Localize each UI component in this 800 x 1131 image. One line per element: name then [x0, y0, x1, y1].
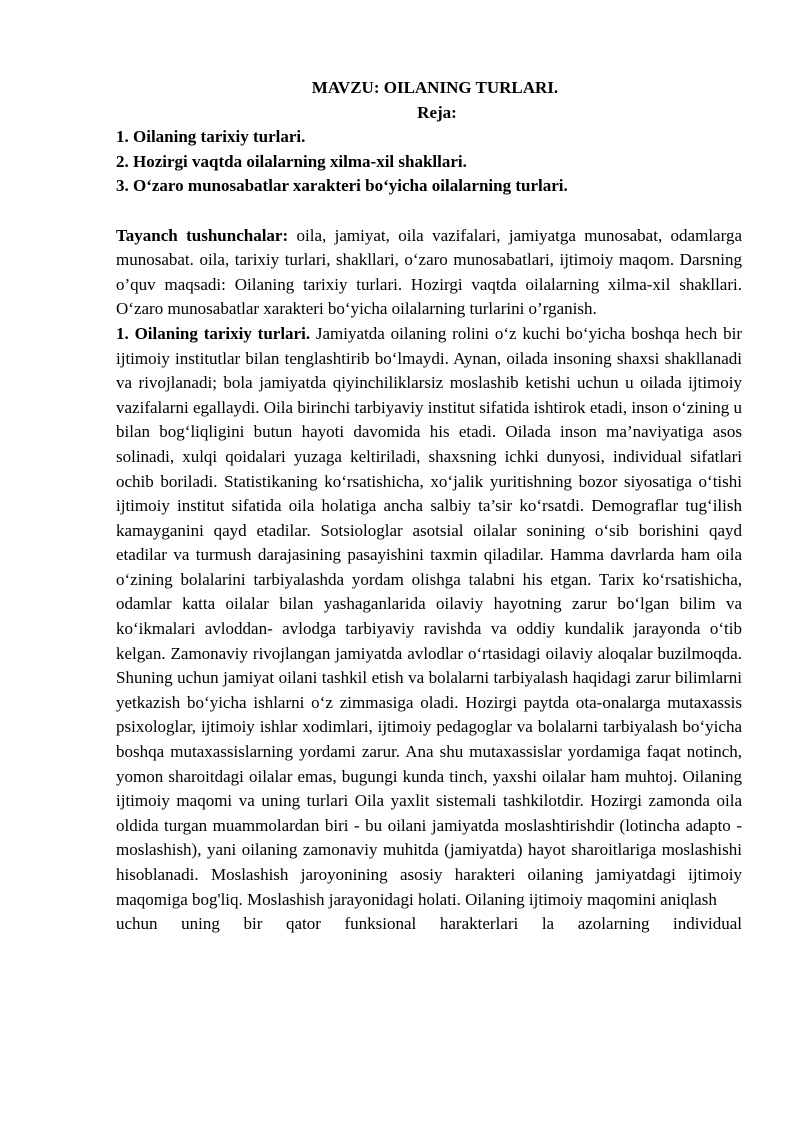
blank-line [116, 199, 742, 224]
plan-item-3: 3. O‘zaro munosabatlar xarakteri bo‘yicha oilalarning turlari. [116, 176, 568, 196]
keywords-paragraph [116, 224, 742, 322]
section-1-text: Jamiyatda oilaning rolini o‘z kuchi bo‘yicha boshqa hech bir ijtimoiy institutlar bilan tenglashtirib bo‘lmaydi. Aynan, oilada insoning shaxsi shakllanadi va rivojlanadi; bola jamiyatda qiyinchiliklarsiz moslashib ketishi uchun u oilada ijtimoiy vazifalarni egallaydi. Oila birinchi tarbiyaviy institut sifatida ishtirok etadi, inson o‘zining u bilan bog‘liqligini butun hayoti davomida his etadi. Oilada inson ma’naviyatiga asos solinadi, xulqi qoidalari yuzaga keltiriladi, shaxsning ichki dunyosi, individual sifatlari ochib boriladi. Statistikaning ko‘rsatishicha, xo‘jalik yuritishning bozor siyosatiga o‘tishi ijtimoiy institut sifatida oila holatiga ancha salbiy ta’sir ko‘rsatdi. Demograflar tug‘ilish kamayganini qayd etadilar. Sotsiologlar asotsial oilalar sonining o‘sib borishini qayd etadilar va turmush darajasining pasayishini taxmin qiladilar. Hamma davrlarda ham oila o‘zining bolalarini tarbiyalashda yordam olishga talabni his etgan. Tarix ko‘rsatishicha, odamlar katta oilalar bilan yashaganlarida oilaviy hayotning zarur bo‘lgan bilim va ko‘ikmalari avloddan- avlodga tarbiyaviy ravishda va oddiy kundalik jarayonda o‘tib kelgan. Zamonaviy rivojlangan jamiyatda avlodlar o‘rtasidagi oilaviy aloqalar buzilmoqda. Shuning uchun jamiyat oilani tashkil etish va bolalarni tarbiyalash haqidagi zarur bilimlarni yetkazish bo‘yicha ishlarni o‘z zimmasiga oladi. Hozirgi paytda ota-onalarga mutaxassis psixologlar, ijtimoiy ishlar xodimlari, ijtimoiy pedagoglar va bolalarni tarbiyalash bo‘yicha boshqa mutaxassislarning yordami zarur. Ana shu mutaxassislar yordamiga faqat notinch, yomon sharoitdagi oilalar emas, bugungi kunda tinch, yaxshi oilalar ham muhtoj. Oilaning ijtimoiy maqomi va uning turlari Oila yaxlit sistemali tashkilotdir. Hozirgi zamonda oila oldida turgan muammolardan biri - bu oilani jamiyatda moslashtirishdir (lotincha adapto - moslashish), yani oilaning zamonaviy muhitda (jamiyatda) hayot sharoitlariga moslashishi hisoblanadi. Moslashish jaroyonining asosiy harakteri oilaning jamiyatdagi ijtimoiy maqomiga bog'liq. Moslashish jarayonidagi holati. Oilaning ijtimoiy maqomini aniqlash [116, 323, 743, 909]
document-title: MAVZU: OILANING TURLARI. [311, 78, 559, 97]
section-1-heading: 1. Oilaning tarixiy turlari. [116, 323, 311, 343]
document-page [116, 76, 742, 937]
plan-item-1: 1. Oilaning tarixiy turlari. [116, 127, 306, 147]
section-1-continuation: uchun uning bir qator funksional harakterlari la azolarning individual [116, 914, 742, 934]
keywords-text: oila, jamiyat, oila vazifalari, jamiyatga munosabat, odamlarga munosabat. oila, tarixiy turlari, shakllari, o‘zaro munosabatlari, ijtimoiy maqom. Darsning o’quv maqsadi: Oilaning tarixiy turlari. Hozirgi vaqtda oilalarning xilma-xil shakllari. O‘zaro munosabatlar xarakteri bo‘yicha oilalarning turlarini o’rganish. [116, 225, 742, 319]
section-1-paragraph [116, 322, 742, 912]
plan-item-2: 2. Hozirgi vaqtda oilalarning xilma-xil shakllari. [116, 151, 467, 171]
plan-label: Reja: [417, 102, 457, 122]
keywords-lead: Tayanch tushunchalar: [116, 225, 289, 245]
